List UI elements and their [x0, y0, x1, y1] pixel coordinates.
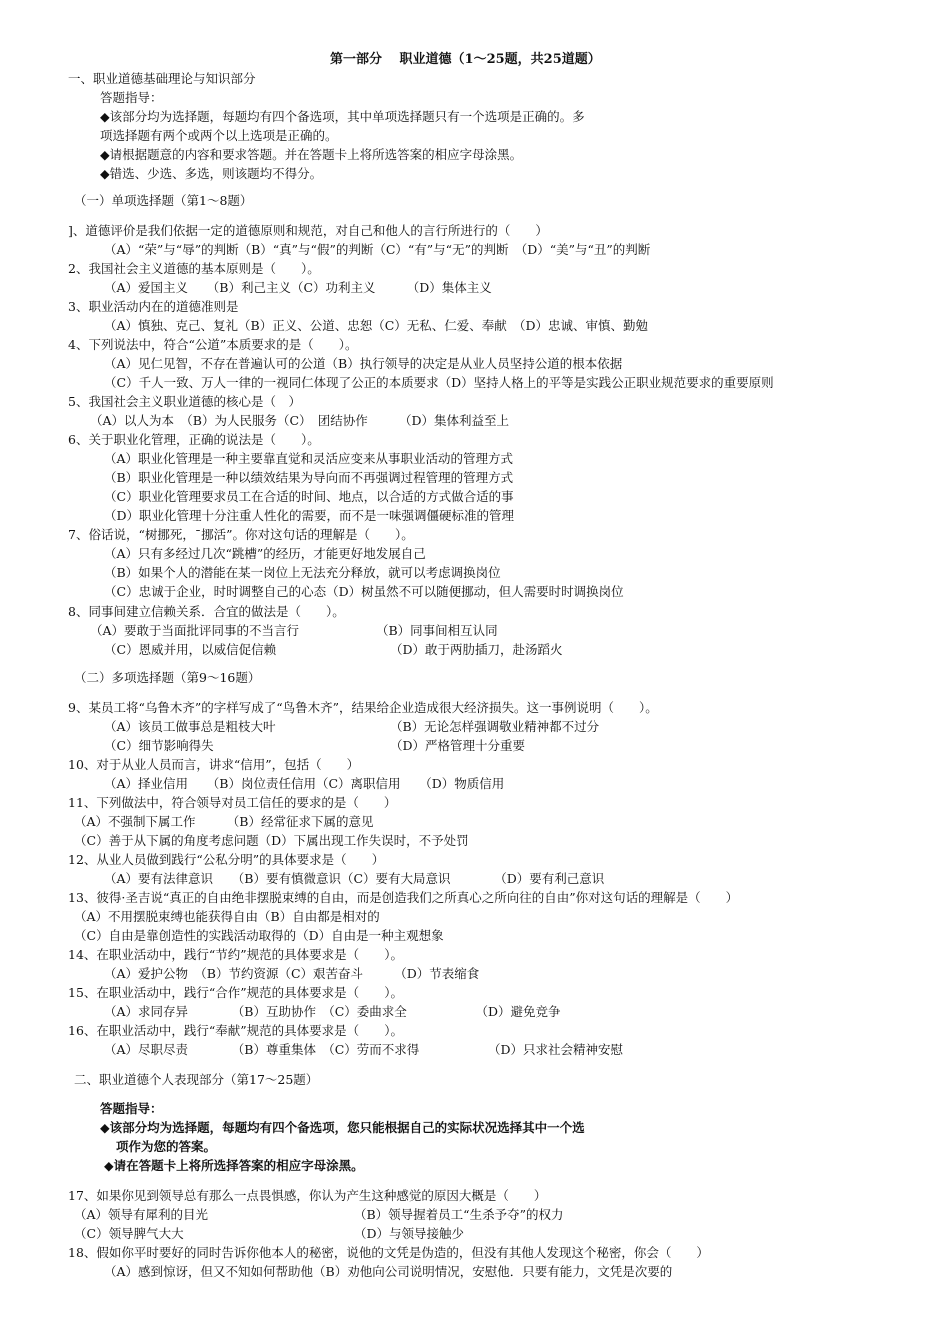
option: （A）要有法律意识 （B）要有慎微意识（C）要有大局意识 （D）要有利己意识 — [104, 871, 605, 886]
question: 6、关于职业化管理，正确的说法是（ ）。 — [68, 432, 320, 447]
option: （D）职业化管理十分注重人性化的需要，而不是一味强调僵硬标准的管理 — [104, 508, 515, 523]
question: 13、彼得·圣吉说“真正的自由绝非摆脱束缚的自由，而是创造我们之所真心之所向往的自由”你对这句话的理解是（ ） — [68, 890, 739, 905]
question: 12、从业人员做到践行“公私分明”的具体要求是（ ） — [68, 852, 385, 867]
question: 3、职业活动内在的道德准则是 — [68, 299, 239, 314]
question: 5、我国社会主义职业道德的核心是（ ） — [68, 394, 301, 409]
option: （B）如果个人的潜能在某一岗位上无法充分释放，就可以考虑调换岗位 — [104, 565, 501, 580]
option: （D）敢于两肋插刀，赴汤蹈火 — [390, 642, 563, 657]
option: （A）择业信用 （B）岗位责任信用（C）离职信用 （D）物质信用 — [104, 776, 505, 791]
question: 9、某员工将“乌鲁木齐”的字样写成了“鸟鲁木齐”，结果给企业造成很大经济损失。这一事例说明（ ）。 — [68, 700, 658, 715]
question: 8、同事间建立信赖关系．合宜的做法是（ ）。 — [68, 604, 345, 619]
option: （C）领导脾气大大 — [74, 1226, 184, 1241]
question: 4、下列说法中，符合“公道”本质要求的是（ ）。 — [68, 337, 358, 352]
option: （B）领导握着员工“生杀予夺”的权力 — [354, 1207, 564, 1222]
part1-guide-line: ◆请根据题意的内容和要求答题。并在答题卡上将所选答案的相应字母涂黑。 — [100, 147, 523, 162]
option: （B）同事间相互认同 — [376, 623, 498, 638]
option: （A）职业化管理是一种主要靠直觉和灵活应变来从事职业活动的管理方式 — [104, 451, 514, 466]
multi-choice-heading: （二）多项选择题（第9～16题） — [74, 670, 261, 685]
option: （A）不用摆脱束缚也能获得自由（B）自由都是相对的 — [74, 909, 380, 924]
option: （A）慎独、克己、复礼（B）正义、公道、忠恕（C）无私、仁爱、奉献 （D）忠诚、审慎、勤勉 — [104, 318, 649, 333]
part1-guide-line: 项选择题有两个或两个以上选项是正确的。 — [100, 128, 338, 143]
option: （A）该员工做事总是粗枝大叶 — [104, 719, 276, 734]
page-title: 第一部分 职业道德（1～25题，共25道题） — [330, 52, 601, 67]
option: （A）要敢于当面批评同事的不当言行 — [90, 623, 300, 638]
part1-guide-label: 答题指导： — [100, 90, 163, 105]
option: （A）以人为本 （B）为人民服务（C） 团结协作 （D）集体利益至上 — [90, 413, 510, 428]
part2-guide-line: 项作为您的答案。 — [116, 1139, 217, 1154]
question: 2、我国社会主义道德的基本原则是（ ）。 — [68, 261, 320, 276]
option: （A）领导有犀利的目光 — [74, 1207, 209, 1222]
question: ]、道德评价是我们依据一定的道德原则和规范，对自己和他人的言行所进行的（ ） — [68, 223, 548, 238]
option: （B）职业化管理是一种以绩效结果为导向而不再强调过程管理的管理方式 — [104, 470, 514, 485]
option: （C）细节影响得失 — [104, 738, 214, 753]
option: （B）无论怎样强调敬业精神都不过分 — [390, 719, 600, 734]
option: （C）忠诚于企业，时时调整自己的心态（D）树虽然不可以随便挪动，但人需要时时调换岗位 — [104, 584, 624, 599]
part1-guide-line: ◆错选、少选、多选，则该题均不得分。 — [100, 166, 323, 181]
option: （A）爱国主义 （B）利己主义（C）功利主义 （D）集体主义 — [104, 280, 492, 295]
option: （A）只有多经过几次“跳槽”的经历，才能更好地发展自己 — [104, 546, 426, 561]
question: 10、对于从业人员而言，讲求“信用”，包括（ ） — [68, 757, 360, 772]
question: 14、在职业活动中，践行“节约”规范的具体要求是（ ）。 — [68, 947, 403, 962]
question: 11、下列做法中，符合领导对员工信任的要求的是（ ） — [68, 795, 397, 810]
single-choice-heading: （一）单项选择题（第1～8题） — [74, 193, 253, 208]
question: 16、在职业活动中，践行“奉献”规范的具体要求是（ ）。 — [68, 1023, 403, 1038]
part2-guide-label: 答题指导： — [100, 1101, 163, 1116]
part1-guide-line: ◆该部分均为选择题，每题均有四个备选项，其中单项选择题只有一个选项是正确的。多 — [100, 109, 585, 124]
option: （A）尽职尽责 （B）尊重集体 （C）劳而不求得 （D）只求社会精神安慰 — [104, 1042, 624, 1057]
option: （C）善于从下属的角度考虑问题（D）下属出现工作失误时，不予处罚 — [74, 833, 469, 848]
option: （C）千人一致、万人一律的一视同仁体现了公正的本质要求（D）坚持人格上的平等是实践公正职业规范要求的重要原则 — [104, 375, 774, 390]
option: （A）求同存异 （B）互助协作 （C）委曲求全 （D）避免竞争 — [104, 1004, 561, 1019]
option: （C）恩威并用，以威信促信赖 — [104, 642, 277, 657]
question: 7、俗话说，“树挪死，ˉ挪活”。你对这句话的理解是（ ）。 — [68, 527, 414, 542]
part2-guide-line: ◆请在答题卡上将所选择答案的相应字母涂黑。 — [104, 1158, 364, 1173]
part2-heading: 二、职业道德个人表现部分（第17～25题） — [74, 1072, 319, 1087]
option: （C）自由是靠创造性的实践活动取得的（D）自由是一种主观想象 — [74, 928, 444, 943]
option: （A）“荣”与“辱”的判断（B）“真”与“假”的判断（C）“有”与“无”的判断 （D）“美”与“丑”的判断 — [104, 242, 651, 257]
option: （D）与领导接触少 — [354, 1226, 465, 1241]
question: 17、如果你见到领导总有那么一点畏惧感，你认为产生这种感觉的原因大概是（ ） — [68, 1188, 547, 1203]
option: （A）感到惊讶，但又不知如何帮助他（B）劝他向公司说明情况，安慰他．只要有能力，文凭是次要的 — [104, 1264, 673, 1279]
option: （A）见仁见智，不存在普遍认可的公道（B）执行领导的决定是从业人员坚持公道的根本依据 — [104, 356, 623, 371]
option: （A）爱护公物 （B）节约资源（C）艰苦奋斗 （D）节表缩食 — [104, 966, 480, 981]
question: 15、在职业活动中，践行“合作”规范的具体要求是（ ）。 — [68, 985, 403, 1000]
option: （D）严格管理十分重要 — [390, 738, 526, 753]
option: （A）不强制下属工作 （B）经常征求下属的意见 — [74, 814, 374, 829]
part2-guide-line: ◆该部分均为选择题，每题均有四个备选项，您只能根据自己的实际状况选择其中一个选 — [100, 1120, 585, 1135]
part1-heading: 一、职业道德基础理论与知识部分 — [68, 71, 256, 86]
option: （C）职业化管理要求员工在合适的时间、地点，以合适的方式做合适的事 — [104, 489, 514, 504]
question: 18、假如你平时要好的同时告诉你他本人的秘密，说他的文凭是伪造的，但没有其他人发现这个秘密，你会（ ） — [68, 1245, 709, 1260]
